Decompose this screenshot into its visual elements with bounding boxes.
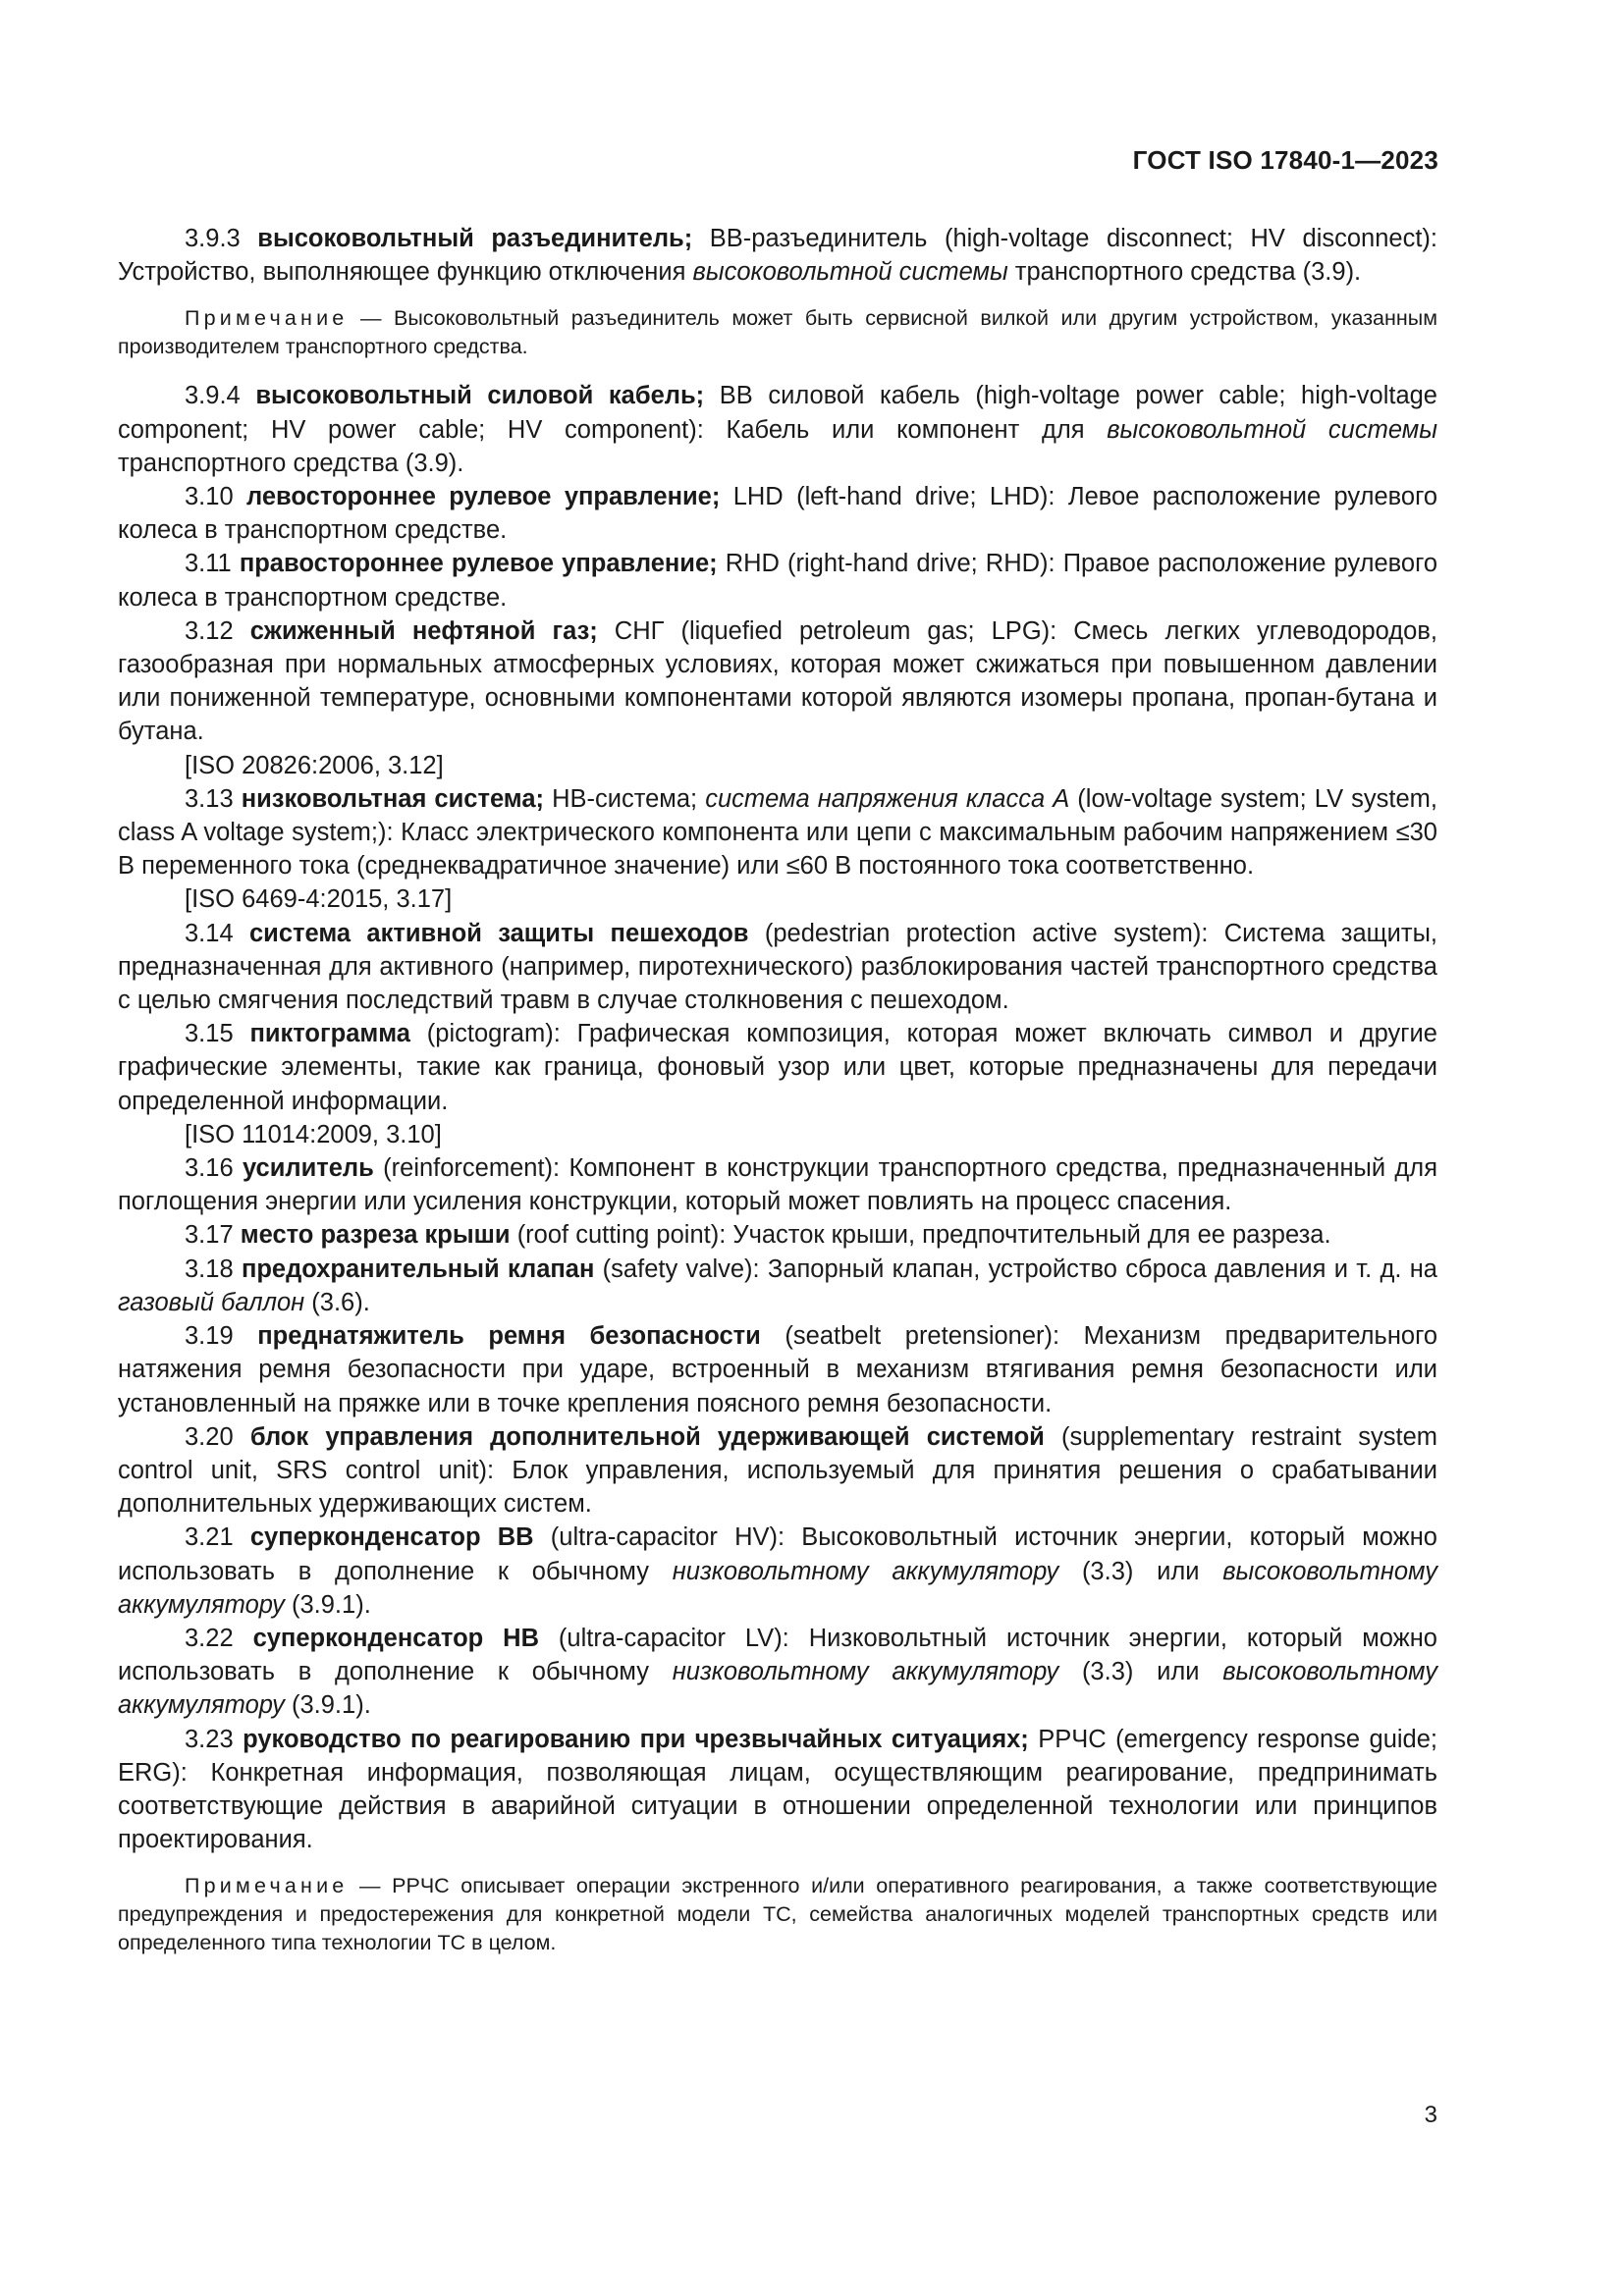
term-3-21: 3.21 суперконденсатор ВВ (ultra-capacitor HV): Высоковольтный источник энергии, который можно использовать в дополнение к обычному низковольтному аккумулятору (3.3) или высоковольтному аккумулятору (3.9.1).	[118, 1523, 1437, 1619]
term-3-16: 3.16 усилитель (reinforcement): Компонент в конструкции транспортного средства, предназначенный для поглощения энергии или усиления конструкции, который может повлиять на процесс спасения.	[118, 1154, 1437, 1216]
term-title: пиктограмма	[249, 1020, 410, 1048]
term-title: система активной защиты пешеходов	[249, 919, 749, 947]
source-reference: [ISO 6469-4:2015, 3.17]	[185, 885, 453, 914]
term-title: суперконденсатор ВВ	[249, 1523, 534, 1552]
term-3-14: 3.14 система активной защиты пешеходов (pedestrian protection active system): Система защиты, предназначенная для активного (например, пиротехнического) разблокирования частей транспортного средства с целью смягчения последствий травм в случае столкновения с пешеходом.	[118, 919, 1438, 1015]
term-title: место разреза крыши	[240, 1221, 511, 1250]
term-title: высоковольтный разъединитель;	[257, 225, 693, 252]
term-title: сжиженный нефтяной газ;	[249, 616, 598, 645]
term-title: преднатяжитель ремня безопасности	[257, 1322, 761, 1351]
term-3-9-4: 3.9.4 высоковольтный силовой кабель; ВВ силовой кабель (high-voltage power cable; high-voltage component; HV power cable; HV component): Кабель или компонент для высоковольтной системы транспортного средства (3.9).	[118, 382, 1437, 477]
term-3-11: 3.11 правостороннее рулевое управление; RHD (right-hand drive; RHD): Правое расположение рулевого колеса в транспортном средстве.	[118, 550, 1438, 612]
page-number: 3	[1424, 2102, 1437, 2128]
term-3-23: 3.23 руководство по реагированию при чрезвычайных ситуациях; РРЧС (emergency response guide; ERG): Конкретная информация, позволяющая лицам, осуществляющим реагирование, предпринимать соответствующие действия в аварийной ситуации в отношении определенной технологии или принципов проектирования.	[118, 1725, 1437, 1854]
note-label: Примечание	[185, 306, 349, 331]
source-reference: [ISO 11014:2009, 3.10]	[185, 1120, 442, 1148]
term-title: усилитель	[242, 1154, 374, 1183]
page-body	[118, 222, 1437, 1957]
term-3-9-3: 3.9.3 высоковольтный разъединитель; ВВ-разъединитель (high-voltage disconnect; HV disconnect): Устройство, выполняющее функцию отключения высоковольтной системы транспортного средства (3.9).	[118, 225, 1437, 287]
document-header: ГОСТ ISO 17840-1—2023	[1132, 145, 1438, 175]
note-2: Примечание — РРЧС описывает операции экстренного и/или оперативного реагирования, а также соответствующие предупреждения и предостережения для конкретной модели ТС, семейства аналогичных моделей транспортных средств или определенного типа технологии ТС в целом.	[118, 1874, 1437, 1955]
term-title: руководство по реагированию при чрезвычайных ситуациях;	[243, 1725, 1029, 1753]
term-3-20: 3.20 блок управления дополнительной удерживающей системой (supplementary restraint system control unit, SRS control unit): Блок управления, используемый для принятия решения о срабатывании дополнительных удерживающих систем.	[118, 1422, 1438, 1519]
term-3-15: 3.15 пиктограмма (pictogram): Графическая композиция, которая может включать символ и другие графические элементы, такие как граница, фоновый узор или цвет, которые предназначены для передачи определенной информации.	[118, 1020, 1437, 1115]
note-label: Примечание	[185, 1874, 349, 1898]
term-title: левостороннее рулевое управление;	[246, 483, 721, 511]
term-title: предохранительный клапан	[241, 1255, 595, 1283]
term-title: правостороннее рулевое управление;	[239, 550, 718, 578]
term-title: высоковольтный силовой кабель;	[255, 382, 705, 410]
term-3-13: 3.13 низковольтная система; НВ-система; система напряжения класса А (low-voltage system; LV system, class A voltage system;): Класс электрического компонента или цепи с максимальным рабочим напряжением ≤30 В переменного тока (среднеквадратичное значение) или ≤60 В постоянного тока соответственно.	[118, 784, 1437, 881]
source-reference: [ISO 20826:2006, 3.12]	[185, 751, 444, 779]
term-3-19: 3.19 преднатяжитель ремня безопасности (seatbelt pretensioner): Механизм предварительного натяжения ремня безопасности при ударе, встроенный в механизм втягивания ремня безопасности или установленный на пряжке или в точке крепления поясного ремня безопасности.	[118, 1322, 1438, 1417]
term-3-18: 3.18 предохранительный клапан (safety valve): Запорный клапан, устройство сброса давления и т. д. на газовый баллон (3.6).	[118, 1255, 1437, 1316]
term-title: блок управления дополнительной удерживающей системой	[249, 1422, 1045, 1451]
term-3-17: 3.17 место разреза крыши (roof cutting point): Участок крыши, предпочтительный для ее разреза.	[185, 1221, 1331, 1250]
term-title: суперконденсатор НВ	[252, 1624, 539, 1652]
term-3-22: 3.22 суперконденсатор НВ (ultra-capacitor LV): Низковольтный источник энергии, который можно использовать в дополнение к обычному низковольтному аккумулятору (3.3) или высоковольтному аккумулятору (3.9.1).	[118, 1624, 1437, 1720]
term-3-10: 3.10 левостороннее рулевое управление; LHD (left-hand drive; LHD): Левое расположение рулевого колеса в транспортном средстве.	[118, 483, 1438, 545]
term-title: низковольтная система;	[241, 784, 544, 813]
note-1: Примечание — Высоковольтный разъединитель может быть сервисной вилкой или другим устройством, указанным производителем транспортного средства.	[118, 306, 1437, 359]
term-3-12: 3.12 сжиженный нефтяной газ; СНГ (liquefied petroleum gas; LPG): Смесь легких углеводородов, газообразная при нормальных атмосферных условиях, которая может сжижаться при повышенном давлении или пониженной температуре, основными компонентами которой являются изомеры пропана, пропан-бутана и бутана.	[118, 616, 1437, 746]
